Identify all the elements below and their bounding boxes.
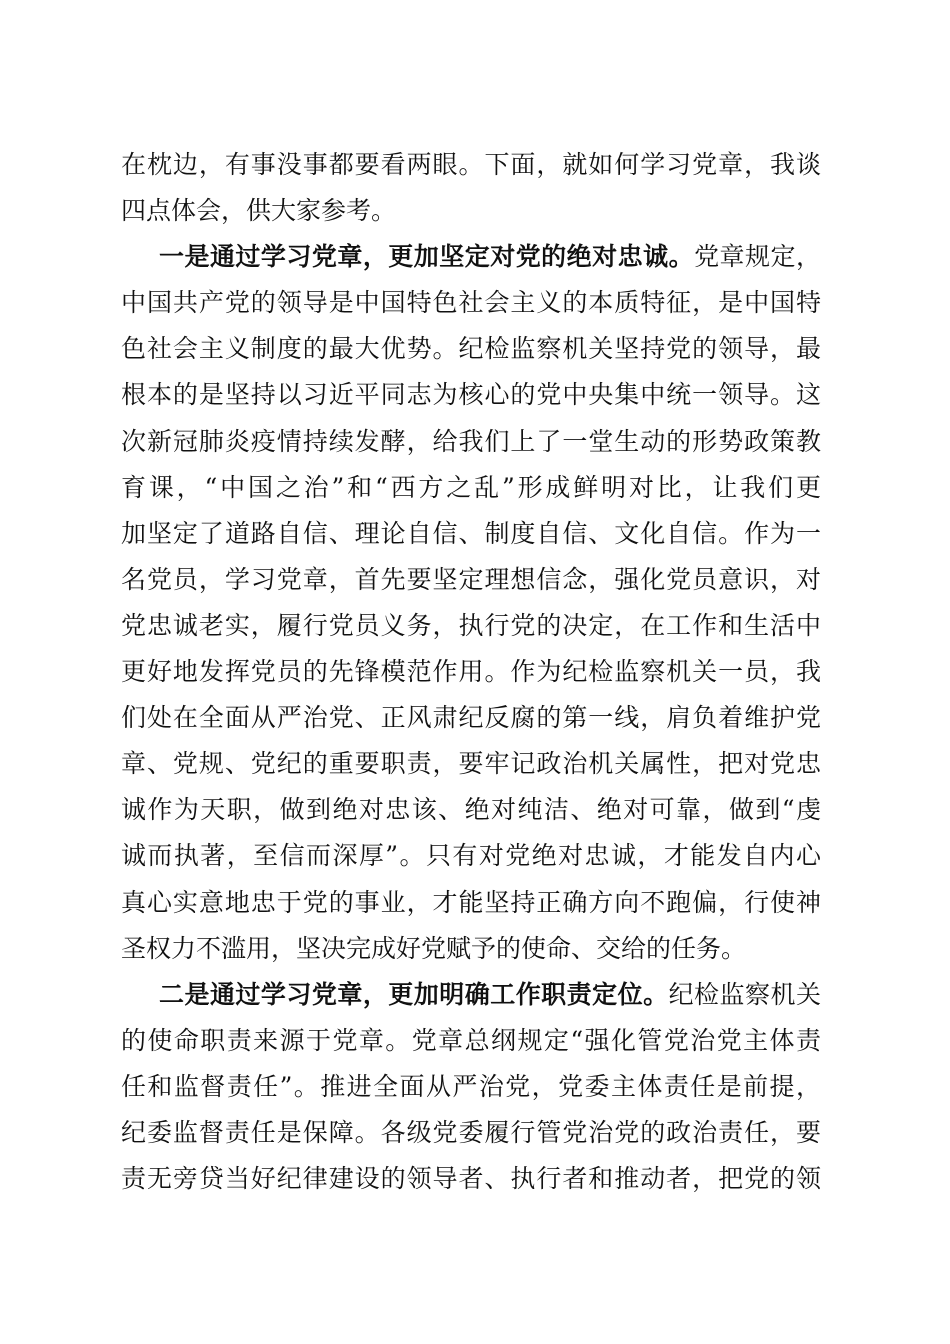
text-line	[121, 695, 821, 741]
line-text: 圣权力不滥用，坚决完成好党赋予的使命、交给的任务。	[121, 933, 747, 963]
line-text: 在枕边，有事没事都要看两眼。下面，就如何学习党章，我谈	[121, 150, 821, 179]
text-line	[121, 649, 821, 695]
text-line	[121, 372, 821, 418]
text-line	[121, 880, 821, 926]
line-text: 中国共产党的领导是中国特色社会主义的本质特征，是中国特	[121, 288, 821, 318]
text-line	[121, 833, 821, 879]
line-text: 色社会主义制度的最大优势。纪检监察机关坚持党的领导，最	[121, 334, 821, 364]
line-text: 们处在全面从严治党、正风肃纪反腐的第一线，肩负着维护党	[121, 703, 821, 733]
text-line	[121, 1110, 821, 1156]
text-line	[121, 972, 821, 1018]
line-text: 责无旁贷当好纪律建设的领导者、执行者和推动者，把党的领	[121, 1164, 821, 1194]
line-text: 章、党规、党纪的重要职责，要牢记政治机关属性，把对党忠	[121, 749, 821, 779]
text-line	[121, 511, 821, 557]
paragraph-lead: 二是通过学习党章，更加明确工作职责定位。	[159, 979, 669, 1009]
text-line	[121, 1018, 821, 1064]
line-text: 诚作为天职，做到绝对忠该、绝对纯洁、绝对可靠，做到“虔	[121, 795, 821, 825]
line-text: 名党员，学习党章，首先要坚定理想信念，强化党员意识，对	[121, 564, 821, 594]
line-text: 真心实意地忠于党的事业，才能坚持正确方向不跑偏，行使神	[121, 887, 821, 917]
body-text	[121, 142, 821, 1202]
text-line	[121, 741, 821, 787]
text-line	[121, 1156, 821, 1202]
text-line	[121, 419, 821, 465]
line-text: 纪检监察机关	[668, 979, 821, 1009]
line-text: 党章规定，	[694, 242, 821, 272]
line-text: 诚而执著，至信而深厚”。只有对党绝对忠诚，才能发自内心	[121, 841, 821, 871]
line-text: 的使命职责来源于党章。党章总纲规定“强化管党治党主体责	[121, 1025, 821, 1055]
text-line	[121, 234, 821, 280]
paragraph-lead: 一是通过学习党章，更加坚定对党的绝对忠诚。	[159, 242, 695, 272]
text-line	[121, 142, 821, 188]
text-line	[121, 926, 821, 972]
text-line	[121, 603, 821, 649]
text-line	[121, 557, 821, 603]
text-line	[121, 787, 821, 833]
text-line	[121, 1064, 821, 1110]
line-text: 党忠诚老实，履行党员义务，执行党的决定，在工作和生活中	[121, 610, 821, 640]
text-line	[121, 280, 821, 326]
line-text: 纪委监督责任是保障。各级党委履行管党治党的政治责任，要	[121, 1117, 821, 1147]
text-line	[121, 188, 821, 234]
line-text: 育课，“中国之治”和“西方之乱”形成鲜明对比，让我们更	[121, 472, 821, 502]
line-text: 次新冠肺炎疫情持续发酵，给我们上了一堂生动的形势政策教	[121, 426, 821, 456]
line-text: 四点体会，供大家参考。	[121, 196, 397, 226]
line-text: 加坚定了道路自信、理论自信、制度自信、文化自信。作为一	[121, 518, 821, 548]
line-text: 更好地发挥党员的先锋模范作用。作为纪检监察机关一员，我	[121, 657, 821, 687]
line-text: 任和监督责任”。推进全面从严治党，党委主体责任是前提，	[121, 1071, 821, 1101]
text-line	[121, 326, 821, 372]
text-line	[121, 465, 821, 511]
line-text: 根本的是坚持以习近平同志为核心的党中央集中统一领导。这	[121, 380, 821, 410]
